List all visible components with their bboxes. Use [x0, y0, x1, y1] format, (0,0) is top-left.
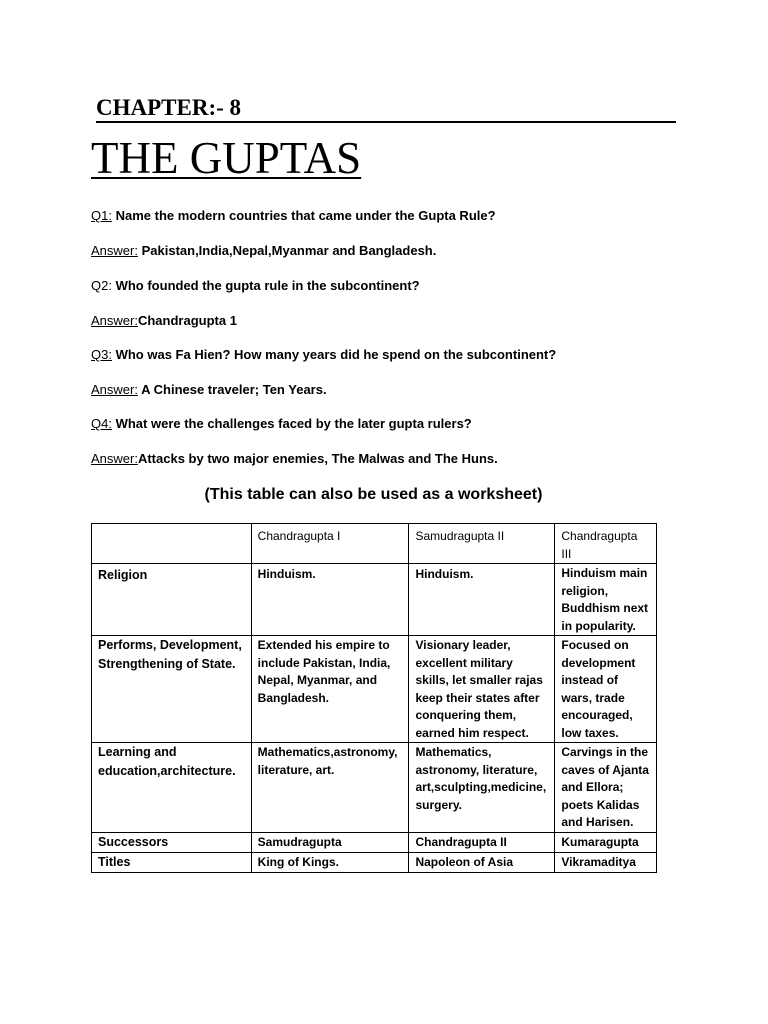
answer-text: A Chinese traveler; Ten Years.	[141, 382, 327, 397]
table-row	[92, 564, 657, 636]
table-cell: Napoleon of Asia	[409, 852, 555, 872]
answer-text: Pakistan,India,Nepal,Myanmar and Bangladesh.	[141, 243, 437, 258]
question-text: Name the modern countries that came under the Gupta Rule?	[115, 208, 496, 223]
table-header-cell: Chandragupta III	[555, 524, 657, 564]
answer-label: Answer:	[91, 243, 138, 258]
question-4	[91, 416, 472, 432]
table-cell: Mathematics, astronomy, literature, art,sculpting,medicine, surgery.	[409, 743, 555, 833]
table-cell: Extended his empire to include Pakistan, India, Nepal, Myanmar, and Bangladesh.	[251, 636, 409, 743]
page-title: THE GUPTAS	[91, 133, 362, 183]
table-cell: Carvings in the caves of Ajanta and Ellora; poets Kalidas and Harisen.	[555, 743, 657, 833]
answer-label: Answer:	[91, 382, 138, 397]
table-header-row	[92, 524, 657, 564]
table-header-cell: Chandragupta I	[251, 524, 409, 564]
answer-text: Chandragupta 1	[137, 313, 237, 328]
row-label: Titles	[92, 852, 252, 872]
answer-3	[91, 382, 327, 398]
answer-4	[91, 451, 498, 467]
table-cell: Kumaragupta	[555, 832, 657, 852]
question-2	[91, 278, 420, 294]
table-cell: Visionary leader, excellent military skills, let smaller rajas keep their states after conquering them, earned him respect.	[409, 636, 555, 743]
chapter-heading: CHAPTER:- 8	[96, 95, 676, 123]
table-cell: Vikramaditya	[555, 852, 657, 872]
row-label: Learning and education,architecture.	[92, 743, 252, 833]
question-text: Who founded the gupta rule in the subcontinent?	[115, 278, 420, 293]
answer-2	[91, 313, 237, 329]
table-cell: Hinduism.	[409, 564, 555, 636]
table-caption: (This table can also be used as a worksheet)	[204, 486, 543, 503]
table-header-cell	[92, 524, 252, 564]
question-1	[91, 208, 496, 224]
table-cell: Hinduism.	[251, 564, 409, 636]
question-label: Q1:	[91, 208, 112, 223]
question-label: Q4:	[91, 416, 112, 431]
question-label: Q3:	[91, 347, 112, 362]
table-cell: Chandragupta II	[409, 832, 555, 852]
gupta-rulers-table	[91, 523, 657, 873]
question-3	[91, 347, 556, 363]
table-row	[92, 832, 657, 852]
table-cell: Samudragupta	[251, 832, 409, 852]
table-cell: Hinduism main religion, Buddhism next in popularity.	[555, 564, 657, 636]
question-text: What were the challenges faced by the later gupta rulers?	[115, 416, 472, 431]
answer-text: Attacks by two major enemies, The Malwas and The Huns.	[137, 451, 498, 466]
row-label: Performs, Development, Strengthening of State.	[92, 636, 252, 743]
question-text: Who was Fa Hien? How many years did he spend on the subcontinent?	[115, 347, 557, 362]
table-row	[92, 636, 657, 743]
answer-label: Answer:	[91, 313, 138, 328]
table-cell: Mathematics,astronomy, literature, art.	[251, 743, 409, 833]
table-header-cell: Samudragupta II	[409, 524, 555, 564]
answer-label: Answer:	[91, 451, 138, 466]
table-row	[92, 852, 657, 872]
table-cell: King of Kings.	[251, 852, 409, 872]
table-cell: Focused on development instead of wars, trade encouraged, low taxes.	[555, 636, 657, 743]
row-label: Religion	[92, 564, 252, 636]
table-row	[92, 743, 657, 833]
answer-1	[91, 243, 436, 259]
row-label: Successors	[92, 832, 252, 852]
question-label: Q2:	[91, 278, 112, 293]
